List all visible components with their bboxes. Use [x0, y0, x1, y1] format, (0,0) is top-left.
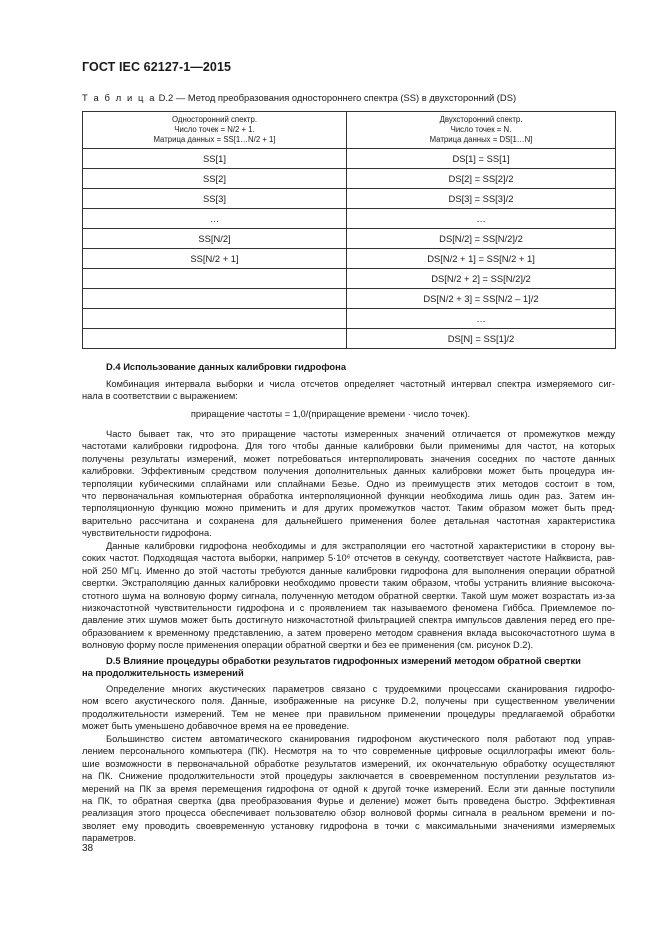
table-row: [83, 149, 616, 169]
cell-ss: SS[3]: [83, 189, 347, 209]
table-header-row: [83, 112, 616, 149]
table-title: D.2 — Метод преобразования одностороннего спектра (SS) в двухсторонний (DS): [158, 92, 517, 103]
header-line: Односторонний спектр.: [172, 115, 257, 124]
table-row: [83, 229, 616, 249]
text-line: параметров.: [82, 833, 136, 844]
text-line: терполяции кубическими сплайнами или сплайнами Безье. Одно из преимуществ этих методов состоит в том,: [82, 478, 615, 489]
col-header-single-sided: [83, 112, 347, 149]
table-label: Т а б л и ц а: [82, 92, 157, 103]
table-row: [83, 269, 616, 289]
table-row: [83, 249, 616, 269]
text-line: шие возможности в первоначальной обработке результатов измерений, их окончательную обработку осуществляют: [82, 758, 615, 769]
cell-ss: [83, 269, 347, 289]
header-line: Матрица данных = DS[1…N]: [429, 135, 533, 144]
section-d5-heading: D.5 Влияние процедуры обработки результатов гидрофонных измерений методом обратной свертки: [106, 655, 581, 666]
text-line: на ПК. Снижение продолжительности этой процедуры заключается в своевременном поступлении результатов из-: [82, 771, 615, 782]
section-d4-heading: D.4 Использование данных калибровки гидрофона: [106, 361, 347, 372]
text-line: Данные калибровки гидрофона необходимы и для экстраполяции его частотной характеристики в сторону вы-: [106, 541, 615, 551]
text-line: на ПК, то обратная свертка (два преобразования Фурье и деление) может быть проведена быстро. Эффективная: [82, 796, 615, 807]
section-d5-heading-cont: на продолжительность измерений: [82, 667, 244, 678]
cell-ds: DS[1] = SS[1]: [347, 149, 616, 169]
text-line: частотами калибровки гидрофона. Для того чтобы данные калибровки были применимы для частот, на которых: [82, 441, 615, 452]
text-line: реализация этого процесса обеспечивает пользователю обзор волновой формы сигнала в реальном времени и по-: [82, 808, 615, 819]
text-line: калибровки. Эффективным средством получения дополнительных данных калибровки может быть процедура ин-: [82, 466, 615, 477]
text-line: свертки. Экстраполяцию данных калибровки необходимо провести таким образом, чтобы устранить влияние высокоча-: [82, 578, 615, 589]
cell-ss: [83, 309, 347, 329]
standard-designation: ГОСТ IEC 62127-1—2015: [82, 60, 232, 74]
text-line: Большинство систем автоматического сканирования гидрофоном акустического поля работают под управ-: [106, 734, 615, 744]
page-number: 38: [82, 843, 94, 854]
text-line: Часто бывает так, что это приращение частоты измеренных значений отличается от промежутков между: [106, 429, 615, 439]
text-line: лением персонального компьютера (ПК). Несмотря на то что современные цифровые осциллографы имеют боль-: [82, 746, 615, 757]
d5-paragraph-2: [82, 733, 615, 845]
table-row: [83, 329, 616, 349]
header-line: Число точек = N/2 + 1.: [174, 125, 255, 134]
table-row: [83, 289, 616, 309]
table-row: [83, 209, 616, 229]
cell-ss: [83, 329, 347, 349]
text-line: нала в соответствии с выражением:: [82, 391, 238, 402]
cell-ss: SS[1]: [83, 149, 347, 169]
text-line: низкочастотной чувствительности гидрофона и с проявлением так называемого феномена Гиббса. Приемлемое по-: [82, 603, 615, 614]
table-caption: [82, 92, 622, 103]
text-line: продолжительности измерений. Тем не менее при правильном применении процедуры предлагаемой обработки: [82, 708, 615, 719]
text-line: соких частот. Подходящая частота выборки, например 5·10⁶ отсчетов в секунду, соответствует частоте Найквиста, рав-: [82, 553, 615, 564]
cell-ds: DS[N/2 + 2] = SS[N/2]/2: [347, 269, 616, 289]
text-line: чувствительности гидрофона.: [82, 528, 212, 539]
cell-ss: SS[2]: [83, 169, 347, 189]
cell-ds: DS[N/2 + 3] = SS[N/2 – 1]/2: [347, 289, 616, 309]
cell-ss: [83, 289, 347, 309]
text-line: что первоначальная компьютерная обработка интерполяционной функции необходима лишь один раз. Затем ин-: [82, 491, 615, 502]
cell-ds: DS[N/2] = SS[N/2]/2: [347, 229, 616, 249]
text-line: Комбинация интервала выборки и числа отсчетов определяет частотный интервал спектра измеряемого сиг-: [106, 379, 615, 389]
table-row: [83, 189, 616, 209]
cell-ss: SS[N/2]: [83, 229, 347, 249]
cell-ds: DS[N/2 + 1] = SS[N/2 + 1]: [347, 249, 616, 269]
text-line: давление этих шумов может быть достигнуто низкочастотной фильтрацией спектра импульсов давления перед его пре-: [82, 615, 615, 626]
spectrum-conversion-table: [82, 111, 616, 349]
header-line: Матрица данных = SS[1…N/2 + 1]: [153, 135, 276, 144]
text-line: мерений на ПК за время перемещения гидрофона от одной к другой точке измерений. Если эти данные поступили: [82, 783, 615, 794]
cell-ds: DS[2] = SS[2]/2: [347, 169, 616, 189]
cell-ds: DS[N] = SS[1]/2: [347, 329, 616, 349]
text-line: ном всего акустического поля. Данные, изображенные на рисунке D.2, получены при существенном увеличении: [82, 696, 615, 707]
text-line: волновую форму после применения операции обратной свертки и без ее применения (см. рисунок D.2).: [82, 640, 534, 651]
cell-ds: …: [347, 309, 616, 329]
d4-paragraph-3: [82, 540, 615, 652]
text-line: ной 250 МГц. Именно до этой частоты требуются данные калибровки гидрофона для выполнения операции обратной: [82, 565, 615, 576]
text-line: образованием к временному представлению, а затем проверено методом сравнения вклада высокочастотного шума в: [82, 627, 615, 638]
text-line: стотного шума на волновую форму сигнала, полученную методом обратной свертки. Такой шум может возрастать из-за: [82, 590, 615, 601]
header-line: Число точек = N.: [450, 125, 512, 134]
frequency-increment-formula: приращение частоты = 1,0/(приращение времени · число точек).: [190, 409, 471, 419]
d4-paragraph-1: [82, 378, 615, 403]
cell-ss: SS[N/2 + 1]: [83, 249, 347, 269]
col-header-double-sided: [347, 112, 616, 149]
table-row: [83, 169, 616, 189]
text-line: варительно рассчитана и сохранена для дальнейшего применения более детальная частотная характеристика: [82, 515, 615, 526]
header-line: Двухсторонний спектр.: [439, 115, 523, 124]
d5-paragraph-1: [82, 683, 615, 733]
text-line: терполяционную функцию можно применить и для других промежутков частот. Таким образом может быть пред-: [82, 503, 615, 514]
text-line: Определение многих акустических параметров связано с трудоемкими процессами сканирования гидрофо-: [106, 684, 615, 694]
d4-paragraph-2: [82, 428, 615, 540]
table-row: [83, 309, 616, 329]
text-line: может быть уменьшено добавочное время на ее проведение.: [82, 721, 350, 732]
cell-ds: DS[3] = SS[3]/2: [347, 189, 616, 209]
text-line: получены результаты измерений, может потребоваться интерполировать значения соседних по частоте данных: [82, 453, 615, 464]
cell-ds: …: [347, 209, 616, 229]
cell-ss: …: [83, 209, 347, 229]
text-line: зволяет ему проводить своевременную установку гидрофона в точки с максимальными значениями измеряемых: [82, 820, 615, 831]
